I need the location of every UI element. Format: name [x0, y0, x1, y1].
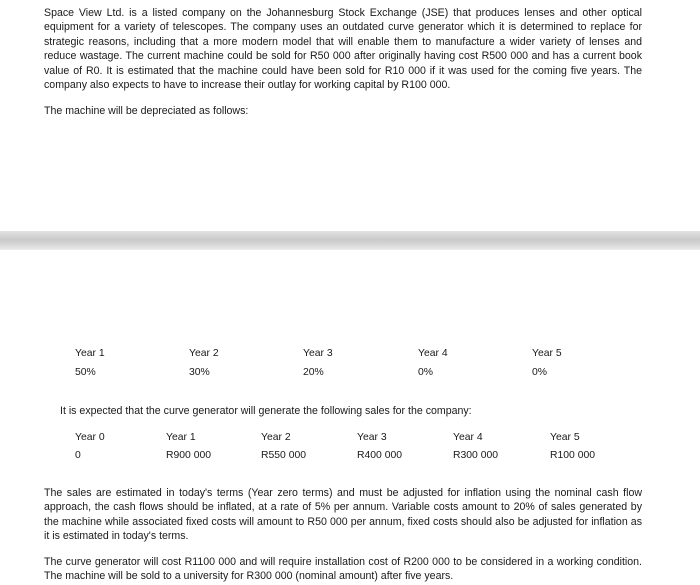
sales-intro: It is expected that the curve generator will generate the following sales for the company:	[60, 405, 472, 417]
sales-year: Year 4	[453, 432, 483, 443]
sales-amount: 0	[75, 450, 81, 461]
sales-year: Year 3	[357, 432, 387, 443]
intro-paragraph: Space View Ltd. is a listed company on the Johannesburg Stock Exchange (JSE) that produces lenses and other optical equipment for a variety of telescopes. The company uses an outdated curve generator which it is determined to replace for strategic reasons, including that a more modern model that will enable them to manufacture a wider variety of lenses and reduce wastage. The current machine could be sold for R50 000 after originally having cost R500 000 and has a current book value of R0. It is estimated that the machine could have been sold for R10 000 if it was used for the coming five years. The company also expects to have to increase their outlay for working capital by R100 000.	[44, 7, 642, 92]
sales-amount: R400 000	[357, 450, 403, 461]
sales-year: Year 0	[75, 432, 105, 443]
depreciation-year: Year 5	[532, 348, 562, 359]
cost-paragraph: The curve generator will cost R1100 000 and will require installation cost of R200 000 to be considered in a working condition. The machine will be sold to a university for R300 000 (nominal amount) after five years.	[44, 556, 642, 583]
depreciation-year: Year 1	[75, 348, 105, 359]
inflation-paragraph: The sales are estimated in today's terms (Year zero terms) and must be adjusted for inflation using the nominal cash flow approach, the cash flows should be inflated, at a rate of 5% per annum. Variable costs amount to 20% of sales generated by the machine while associated fixed costs will amount to R50 000 per annum, fixed costs should also be adjusted for inflation as it is estimated in today's terms.	[44, 487, 642, 543]
depreciation-rate: 20%	[303, 367, 324, 378]
depreciation-rate: 0%	[532, 367, 548, 378]
sales-amount: R300 000	[453, 450, 499, 461]
depreciation-rate: 50%	[75, 367, 96, 378]
depreciation-intro: The machine will be depreciated as follows:	[44, 105, 249, 117]
depreciation-rate: 0%	[418, 367, 434, 378]
depreciation-year: Year 3	[303, 348, 333, 359]
sales-year: Year 1	[166, 432, 196, 443]
sales-year: Year 2	[261, 432, 291, 443]
sales-amount: R900 000	[166, 450, 212, 461]
depreciation-year: Year 2	[189, 348, 219, 359]
depreciation-year: Year 4	[418, 348, 448, 359]
depreciation-rate: 30%	[189, 367, 210, 378]
sales-year: Year 5	[550, 432, 580, 443]
sales-amount: R100 000	[550, 450, 596, 461]
sales-amount: R550 000	[261, 450, 307, 461]
section-divider	[0, 231, 700, 250]
